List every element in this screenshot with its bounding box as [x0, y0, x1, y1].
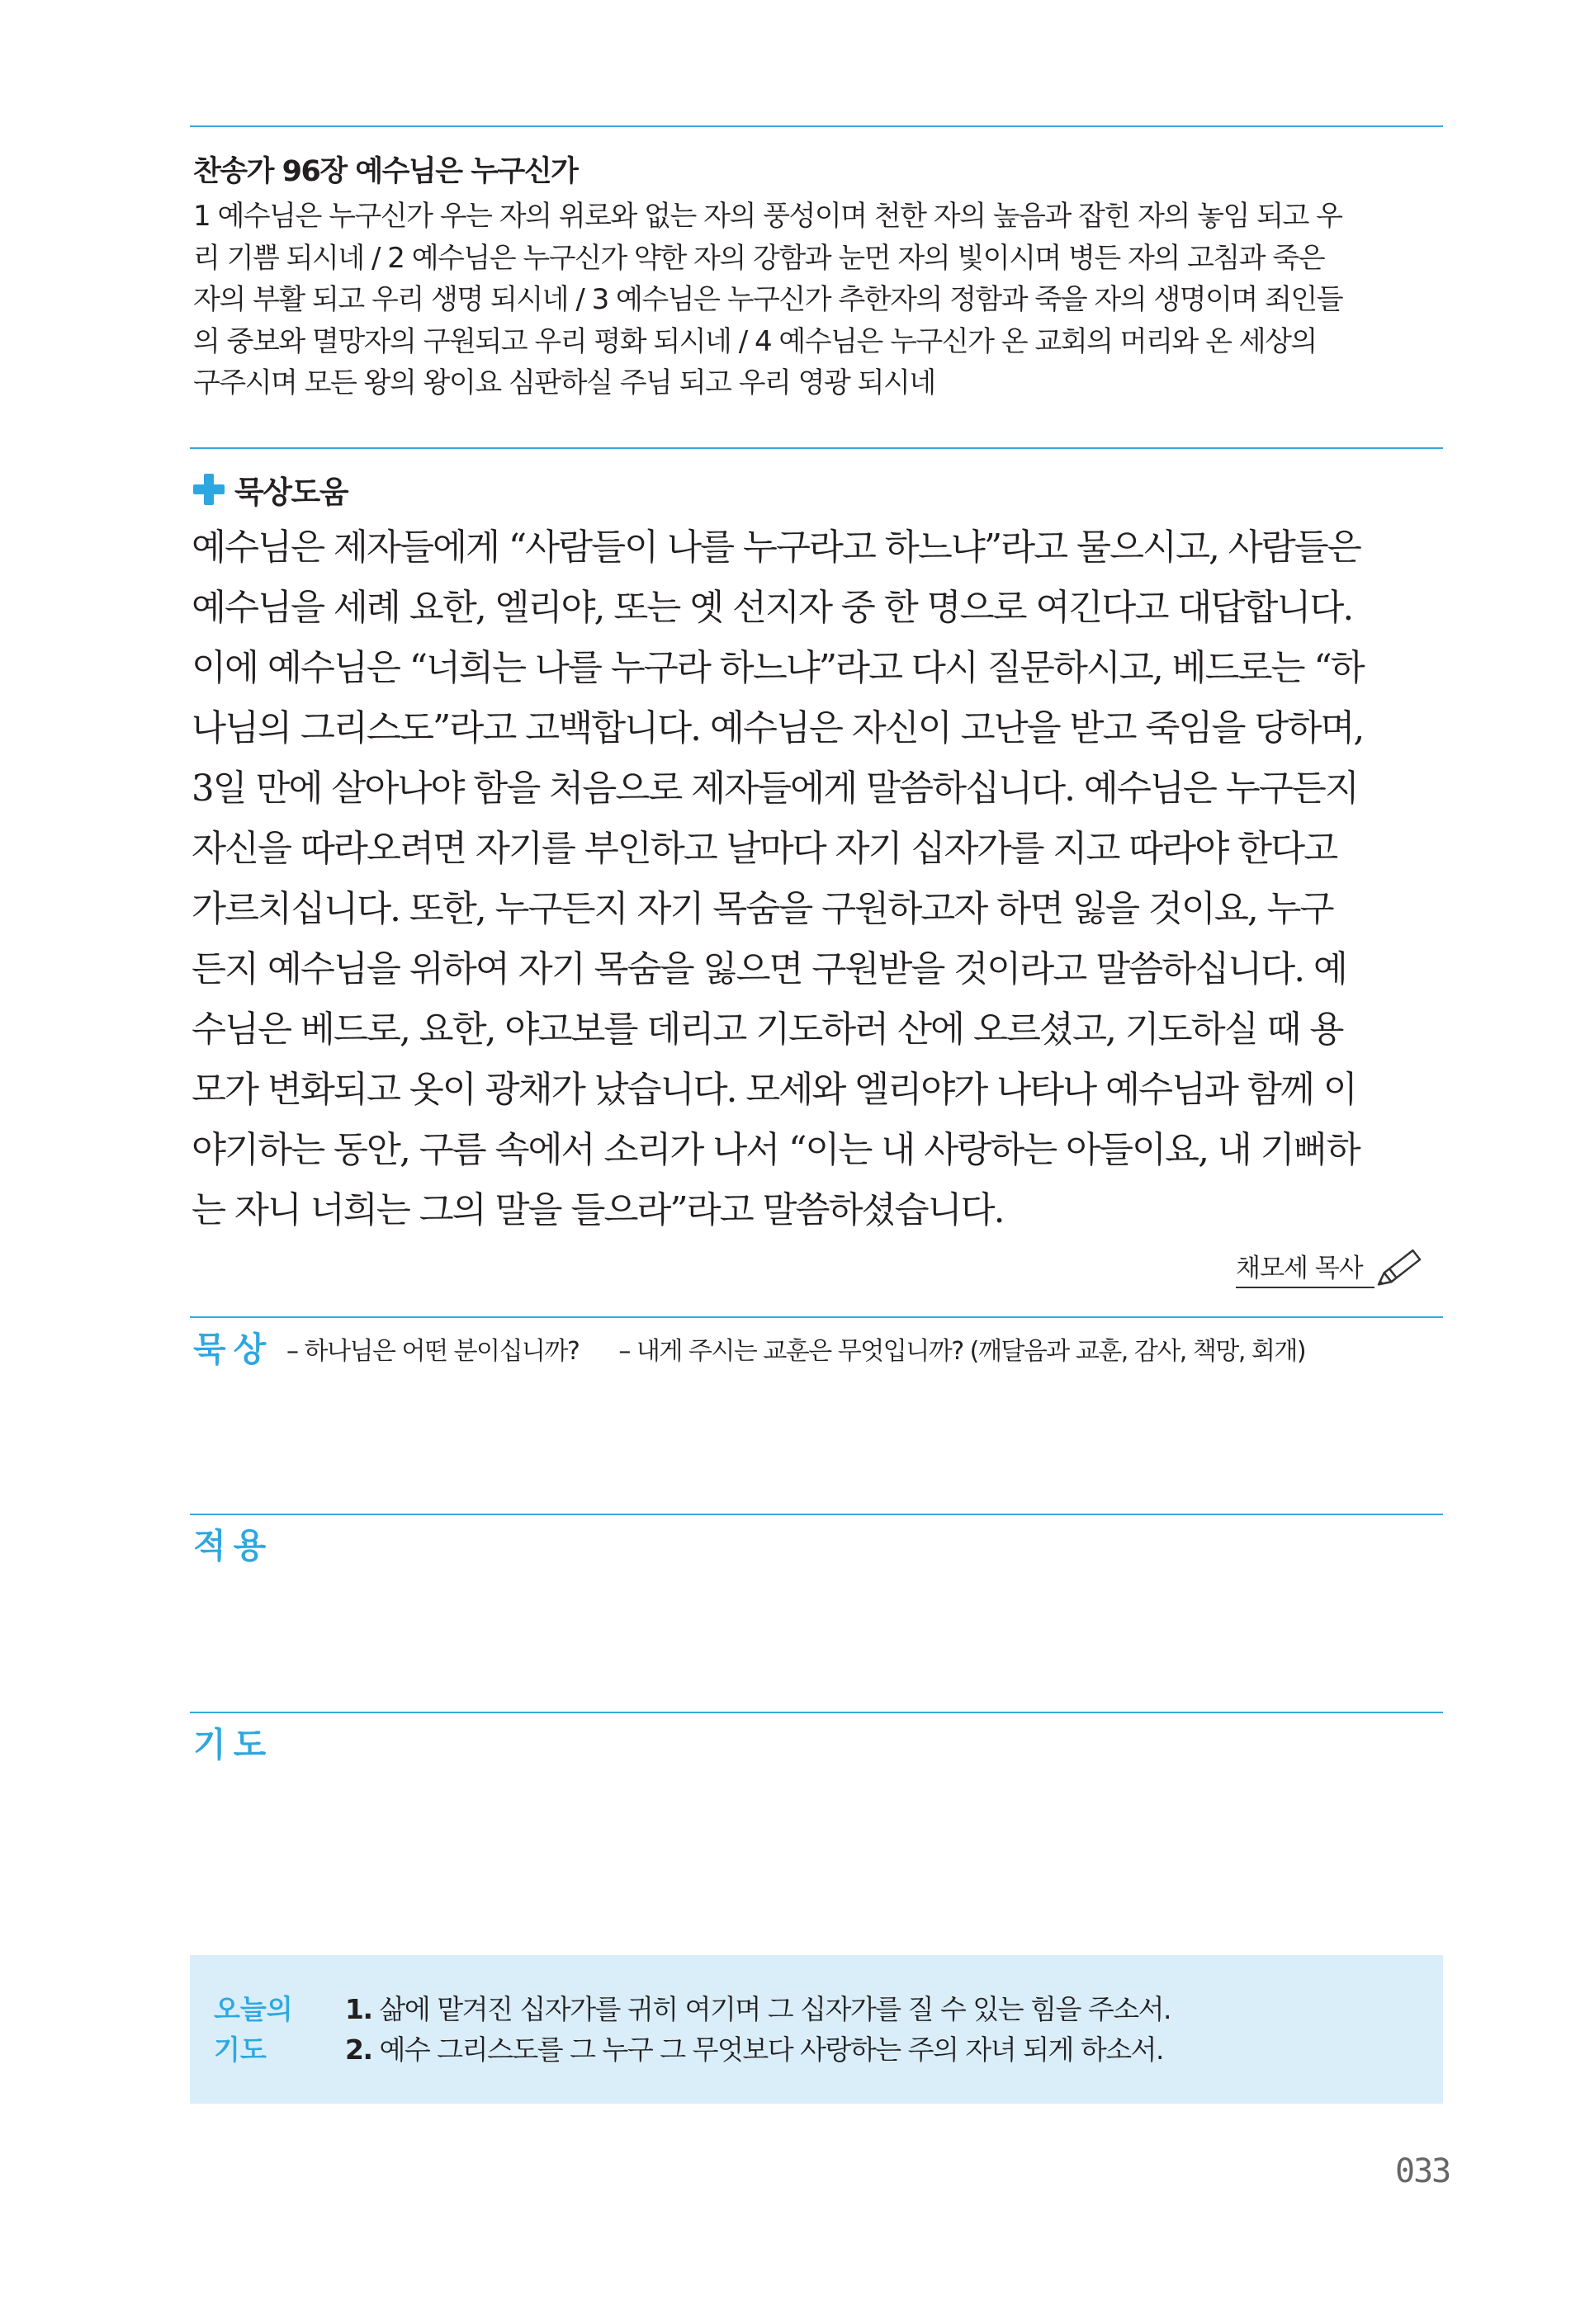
pencil-icon: [1370, 1242, 1436, 1288]
prayer-item-text: 삶에 맡겨진 십자가를 귀히 여기며 그 십자가를 질 수 있는 힘을 주소서.: [371, 1993, 1171, 2025]
meditation-questions: [286, 1330, 1305, 1367]
application-answer-area[interactable]: [190, 1568, 1443, 1708]
meditation-help-label: 묵상도움: [234, 475, 348, 510]
page-number: 033: [1395, 2152, 1450, 2190]
meditation-rule: [190, 1316, 1443, 1318]
meditation-answer-area[interactable]: [190, 1386, 1443, 1510]
meditation-line: 자신을 따라오려면 자기를 부인하고 날마다 자기 십자가를 지고 따라야 한다고: [192, 829, 1337, 870]
todays-prayer-list: [345, 1989, 1171, 2070]
application-section-label: 적용: [193, 1526, 274, 1566]
meditation-line: 예수님은 제자들에게 “사람들이 나를 누구라고 하느냐”라고 물으시고, 사람들은: [192, 527, 1360, 569]
meditation-line: 가르치십니다. 또한, 누구든지 자기 목숨을 구원하고자 하면 잃을 것이요, 누구: [192, 889, 1333, 930]
top-rule: [190, 125, 1443, 127]
meditation-line: 예수님을 세례 요한, 엘리야, 또는 옛 선지자 중 한 명으로 여긴다고 대답합니다.: [192, 588, 1353, 629]
hymn-divider: [190, 447, 1443, 449]
meditation-line: 야기하는 동안, 구름 속에서 소리가 나서 “이는 내 사랑하는 아들이요, 내 기뻐하: [192, 1130, 1360, 1171]
prayer-item: [345, 1989, 1171, 2029]
hymn-lyrics-line: 구주시며 모든 왕의 왕이요 심판하실 주님 되고 우리 영광 되시네: [193, 366, 935, 399]
hymn-lyrics-line: 자의 부활 되고 우리 생명 되시네 / 3 예수님은 누구신가 추한자의 정함과 죽을 자의 생명이며 죄인들: [193, 283, 1343, 316]
meditation-help-heading: [193, 467, 348, 512]
author-signature: [1236, 1242, 1436, 1288]
prayer-section-label: 기도: [193, 1725, 274, 1764]
hymn-lyrics-line: 리 기쁨 되시네 / 2 예수님은 누구신가 약한 자의 강함과 눈먼 자의 빛이시며 병든 자의 고침과 죽은: [193, 241, 1325, 275]
todays-prayer-label-line: 기도: [214, 2034, 267, 2066]
question-lesson: – 내게 주시는 교훈은 무엇입니까? (깨달음과 교훈, 감사, 책망, 회개): [618, 1337, 1306, 1366]
meditation-line: 3일 만에 살아나야 함을 처음으로 제자들에게 말씀하십니다. 예수님은 누구든지: [192, 768, 1358, 810]
prayer-rule: [190, 1712, 1443, 1713]
question-who-is-god: – 하나님은 어떤 분이십니까?: [286, 1337, 580, 1366]
author-name: 채모세 목사: [1236, 1247, 1374, 1288]
prayer-item-text: 예수 그리스도를 그 누구 그 무엇보다 사랑하는 주의 자녀 되게 하소서.: [371, 2034, 1163, 2066]
prayer-item-number: 1.: [345, 1993, 372, 2025]
application-rule: [190, 1514, 1443, 1515]
prayer-answer-area[interactable]: [190, 1766, 1443, 1948]
meditation-line: 모가 변화되고 옷이 광채가 났습니다. 모세와 엘리야가 나타나 예수님과 함께 이: [192, 1070, 1356, 1111]
hymn-section: [193, 151, 1440, 404]
meditation-help-text: [192, 518, 1446, 1241]
hymn-lyrics-line: 의 중보와 멸망자의 구원되고 우리 평화 되시네 / 4 예수님은 누구신가 온 교회의 머리와 온 세상의: [193, 324, 1317, 358]
hymn-title: 찬송가 96장 예수님은 누구신가: [193, 155, 578, 188]
prayer-item-number: 2.: [345, 2034, 372, 2066]
prayer-item: [345, 2029, 1171, 2070]
todays-prayer-label-line: 오늘의: [214, 1993, 293, 2025]
meditation-section-label: 묵상: [193, 1330, 274, 1369]
todays-prayer-label: [214, 1989, 313, 2070]
meditation-line: 수님은 베드로, 요한, 야고보를 데리고 기도하러 산에 오르셨고, 기도하실 때 용: [192, 1009, 1343, 1051]
meditation-line: 이에 예수님은 “너희는 나를 누구라 하느냐”라고 다시 질문하시고, 베드로는 “하: [192, 648, 1364, 689]
meditation-line: 든지 예수님을 위하여 자기 목숨을 잃으면 구원받을 것이라고 말씀하십니다. 예: [192, 949, 1346, 990]
hymn-lyrics-line: 1 예수님은 누구신가 우는 자의 위로와 없는 자의 풍성이며 천한 자의 높음과 잡힌 자의 놓임 되고 우: [193, 200, 1342, 233]
plus-icon: [193, 474, 225, 505]
meditation-line: 는 자니 너희는 그의 말을 들으라”라고 말씀하셨습니다.: [192, 1190, 1004, 1231]
hymn-lyrics: [193, 196, 1440, 404]
meditation-line: 나님의 그리스도”라고 고백합니다. 예수님은 자신이 고난을 받고 죽임을 당하며,: [192, 708, 1364, 749]
